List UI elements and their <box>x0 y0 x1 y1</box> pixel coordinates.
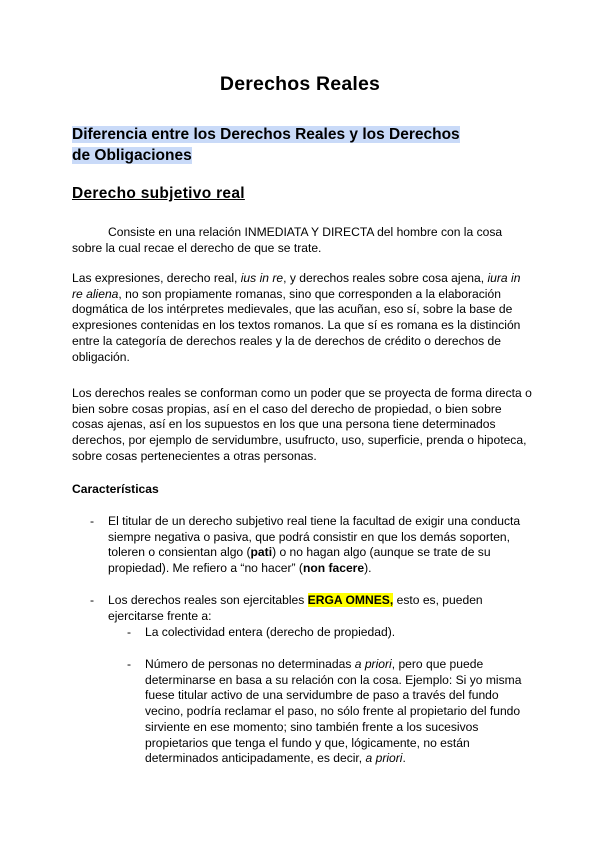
p2-text-a: Las expresiones, derecho real, <box>72 271 241 285</box>
section-heading <box>72 124 482 166</box>
p2-text-e: , no son propiamente romanas, sino que corresponden a la elaboración dogmática de los intérpretes medievales, que las acuñan, eso sí, sobre la base de expresiones contenidas en los textos romanos. La que sí es romana es la distinción entre la categoría de derechos reales y la de derechos de crédito o derechos de obligación. <box>72 286 521 364</box>
sub-bullet-dash: - <box>127 657 132 671</box>
sub-bullet-dash: - <box>127 625 132 639</box>
s2-italic-a-priori-end: a priori <box>365 751 403 766</box>
paragraph-expressions <box>72 271 532 365</box>
section-heading-text: Diferencia entre los Derechos Reales y los Derechos de Obligaciones <box>72 126 460 164</box>
b2-text-c: esto es, pueden ejercitarse frente a: <box>108 593 483 623</box>
p2-text-c: , y derechos reales sobre cosa ajena, <box>283 271 488 285</box>
b1-bold-pati: pati <box>250 545 273 560</box>
list-item-text <box>108 514 532 577</box>
b1-bold-non-facere: non facere <box>302 561 365 576</box>
b1-text-e: ). <box>364 561 372 576</box>
paragraph-definition <box>72 225 532 256</box>
s2-text-a: Número de personas no determinadas <box>145 657 355 671</box>
bullet-dash: - <box>90 514 95 528</box>
characteristics-heading: Características <box>72 482 159 496</box>
b2-text-a: Los derechos reales son ejercitables <box>108 593 308 607</box>
erga-omnes-highlight: ERGA OMNES, <box>307 593 394 607</box>
p2-italic-ius-in-re: ius in re <box>240 271 284 285</box>
b1-text-c: ) o no hagan algo (aunque se trate de su propiedad). Me refiero a “no hacer” ( <box>108 545 491 576</box>
sub-list-item-text <box>145 657 525 767</box>
subsection-heading: Derecho subjetivo real <box>72 185 245 202</box>
bullet-dash: - <box>90 593 95 607</box>
sub-list-item-text: La colectividad entera (derecho de propiedad). <box>145 625 396 639</box>
paragraph-definition-text: Consiste en una relación INMEDIATA Y DIRECTA del hombre con la cosa sobre la cual recae el derecho de que se trate. <box>72 225 503 255</box>
document-title: Derechos Reales <box>219 73 381 95</box>
s2-text-c: , pero que puede determinarse en basa a su relación con la cosa. Ejemplo: Si yo misma fuese titular activo de una servidumbre de paso a través del fundo vecino, podría reclamar el paso, no sólo frente al propietario del fundo sirviente en ese momento; sino también frente a los sucesivos propietarios que tenga el fundo y que, lógicamente, no están determinados anticipadamente, es decir, <box>145 657 522 766</box>
p2-italic-iura-in-re-aliena: iura in re aliena <box>72 271 521 301</box>
s2-italic-a-priori: a priori <box>354 657 392 671</box>
list-item-text <box>108 593 532 624</box>
b1-text-a: El titular de un derecho subjetivo real tiene la facultad de exigir una conducta siempre negativa o pasiva, que podrá consistir en que los demás soporten, toleren o consientan algo ( <box>108 514 521 560</box>
paragraph-conformation: Los derechos reales se conforman como un poder que se proyecta de forma directa o bien sobre cosas propias, así en el caso del derecho de propiedad, o bien sobre cosas ajenas, así en los supuestos en los que una persona tiene determinados derechos, por ejemplo de servidumbre, usufructo, uso, superficie, prenda o hipoteca, sobre cosas pertenecientes a otras personas. <box>72 386 532 463</box>
s2-text-e: . <box>402 751 406 766</box>
